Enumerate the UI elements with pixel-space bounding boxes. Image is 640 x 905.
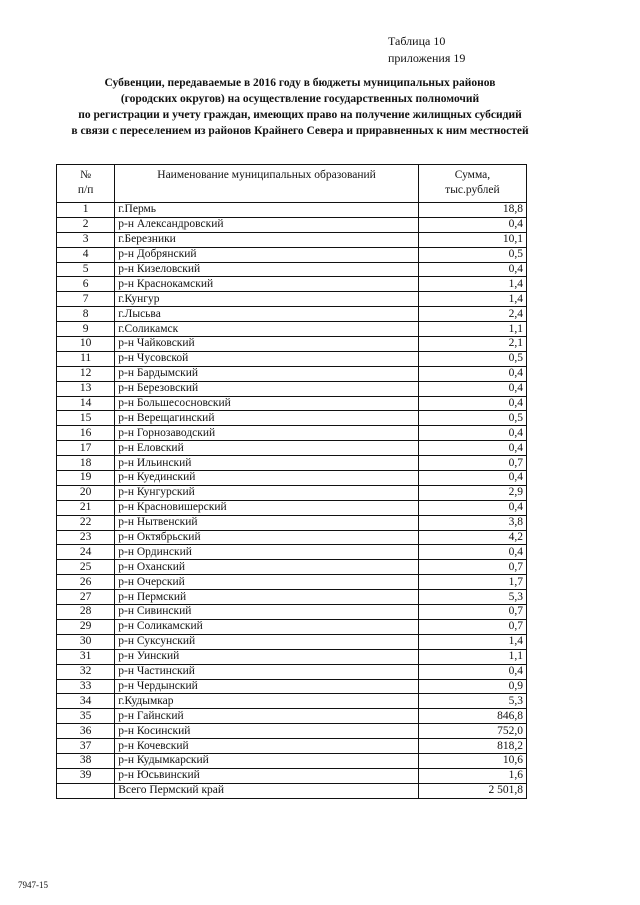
row-number: 35 [57, 709, 115, 724]
row-number: 2 [57, 217, 115, 232]
header-sum: Сумма, тыс.рублей [418, 165, 526, 203]
row-name: р-н Пермский [115, 590, 419, 605]
table-row [57, 426, 527, 441]
table-row [57, 381, 527, 396]
table-row [57, 605, 527, 620]
row-name: г.Березники [115, 232, 419, 247]
row-sum: 10,1 [418, 232, 526, 247]
row-sum: 10,6 [418, 753, 526, 768]
row-number: 37 [57, 739, 115, 754]
table-row [57, 307, 527, 322]
table-row [57, 411, 527, 426]
table-row [57, 753, 527, 768]
header-number: № п/п [57, 165, 115, 203]
table-row [57, 590, 527, 605]
document-title [40, 75, 560, 139]
table-body [57, 203, 527, 784]
row-sum: 0,4 [418, 500, 526, 515]
row-sum: 0,4 [418, 545, 526, 560]
row-sum: 0,5 [418, 351, 526, 366]
row-sum: 1,7 [418, 575, 526, 590]
total-sum: 2 501,8 [418, 783, 526, 798]
row-number: 26 [57, 575, 115, 590]
table-header-row [57, 165, 527, 203]
row-sum: 1,4 [418, 634, 526, 649]
row-sum: 0,5 [418, 411, 526, 426]
row-name: г.Пермь [115, 203, 419, 218]
row-number: 31 [57, 649, 115, 664]
row-number: 23 [57, 530, 115, 545]
row-number: 15 [57, 411, 115, 426]
row-number: 4 [57, 247, 115, 262]
row-number: 8 [57, 307, 115, 322]
row-name: р-н Чердынский [115, 679, 419, 694]
row-sum: 818,2 [418, 739, 526, 754]
row-number: 5 [57, 262, 115, 277]
row-number: 22 [57, 515, 115, 530]
row-sum: 0,4 [418, 664, 526, 679]
row-sum: 846,8 [418, 709, 526, 724]
table-row [57, 619, 527, 634]
row-number: 28 [57, 605, 115, 620]
table-row [57, 649, 527, 664]
row-sum: 1,1 [418, 322, 526, 337]
row-number: 10 [57, 337, 115, 352]
row-name: р-н Березовский [115, 381, 419, 396]
row-sum: 752,0 [418, 724, 526, 739]
row-number: 21 [57, 500, 115, 515]
row-name: р-н Кунгурский [115, 485, 419, 500]
row-number: 9 [57, 322, 115, 337]
row-sum: 0,4 [418, 396, 526, 411]
title-line-1: Субвенции, передаваемые в 2016 году в бюджеты муниципальных районов [104, 77, 496, 89]
row-number: 27 [57, 590, 115, 605]
table-row [57, 500, 527, 515]
table-row [57, 396, 527, 411]
table-row [57, 322, 527, 337]
row-number: 11 [57, 351, 115, 366]
row-name: р-н Уинский [115, 649, 419, 664]
table-row [57, 530, 527, 545]
table-row [57, 337, 527, 352]
row-name: р-н Суксунский [115, 634, 419, 649]
table-row [57, 560, 527, 575]
row-name: р-н Юсьвинский [115, 768, 419, 783]
row-sum: 0,7 [418, 605, 526, 620]
row-sum: 1,4 [418, 277, 526, 292]
table-row [57, 366, 527, 381]
document-code: 7947-15 [18, 880, 48, 890]
row-number: 25 [57, 560, 115, 575]
row-name: р-н Октябрьский [115, 530, 419, 545]
table-row [57, 441, 527, 456]
table-row [57, 679, 527, 694]
row-name: р-н Краснокамский [115, 277, 419, 292]
total-number [57, 783, 115, 798]
row-sum: 18,8 [418, 203, 526, 218]
appendix-reference [388, 33, 465, 67]
row-number: 38 [57, 753, 115, 768]
subsidy-table [56, 164, 527, 799]
row-sum: 0,9 [418, 679, 526, 694]
title-line-4: в связи с переселением из районов Крайнего Севера и приравненных к ним местностей [71, 125, 529, 137]
row-number: 29 [57, 619, 115, 634]
row-number: 30 [57, 634, 115, 649]
row-number: 1 [57, 203, 115, 218]
row-name: р-н Еловский [115, 441, 419, 456]
appendix-table-number: Таблица 10 [388, 34, 446, 48]
row-number: 13 [57, 381, 115, 396]
row-number: 36 [57, 724, 115, 739]
row-number: 32 [57, 664, 115, 679]
row-name: р-н Красновишерский [115, 500, 419, 515]
row-number: 33 [57, 679, 115, 694]
table-row [57, 545, 527, 560]
row-sum: 0,7 [418, 619, 526, 634]
table-row [57, 232, 527, 247]
row-name: р-н Добрянский [115, 247, 419, 262]
row-name: р-н Нытвенский [115, 515, 419, 530]
row-name: р-н Очерский [115, 575, 419, 590]
row-number: 3 [57, 232, 115, 247]
table-row [57, 694, 527, 709]
table-row [57, 262, 527, 277]
table-row [57, 515, 527, 530]
row-sum: 1,4 [418, 292, 526, 307]
row-number: 34 [57, 694, 115, 709]
table-row [57, 739, 527, 754]
row-sum: 0,7 [418, 560, 526, 575]
row-sum: 0,4 [418, 471, 526, 486]
row-name: р-н Александровский [115, 217, 419, 232]
row-sum: 1,1 [418, 649, 526, 664]
appendix-annex-number: приложения 19 [388, 51, 466, 65]
row-name: р-н Горнозаводский [115, 426, 419, 441]
table-row [57, 247, 527, 262]
row-number: 16 [57, 426, 115, 441]
row-sum: 0,4 [418, 217, 526, 232]
row-name: р-н Оханский [115, 560, 419, 575]
row-name: р-н Ильинский [115, 456, 419, 471]
table-row [57, 217, 527, 232]
row-number: 20 [57, 485, 115, 500]
row-name: р-н Кизеловский [115, 262, 419, 277]
table-row [57, 203, 527, 218]
table-row [57, 724, 527, 739]
row-sum: 0,7 [418, 456, 526, 471]
row-number: 39 [57, 768, 115, 783]
table-row [57, 471, 527, 486]
row-sum: 0,4 [418, 426, 526, 441]
row-sum: 1,6 [418, 768, 526, 783]
header-name: Наименование муниципальных образований [115, 165, 419, 203]
row-name: р-н Бардымский [115, 366, 419, 381]
row-name: р-н Чайковский [115, 337, 419, 352]
row-name: р-н Гайнский [115, 709, 419, 724]
row-number: 24 [57, 545, 115, 560]
row-sum: 0,4 [418, 381, 526, 396]
table-row [57, 634, 527, 649]
row-name: р-н Сивинский [115, 605, 419, 620]
row-sum: 0,4 [418, 366, 526, 381]
row-number: 14 [57, 396, 115, 411]
table-row [57, 277, 527, 292]
row-name: р-н Кочевский [115, 739, 419, 754]
row-name: г.Кудымкар [115, 694, 419, 709]
row-number: 17 [57, 441, 115, 456]
title-line-2: (городских округов) на осуществление государственных полномочий [120, 93, 480, 105]
row-sum: 2,1 [418, 337, 526, 352]
row-number: 7 [57, 292, 115, 307]
row-sum: 5,3 [418, 590, 526, 605]
table-row [57, 456, 527, 471]
row-sum: 2,4 [418, 307, 526, 322]
table-row [57, 575, 527, 590]
row-number: 18 [57, 456, 115, 471]
row-name: р-н Кудымкарский [115, 753, 419, 768]
total-label: Всего Пермский край [115, 783, 419, 798]
row-sum: 3,8 [418, 515, 526, 530]
table-row [57, 485, 527, 500]
row-name: р-н Верещагинский [115, 411, 419, 426]
title-line-3: по регистрации и учету граждан, имеющих право на получение жилищных субсидий [78, 109, 522, 121]
row-name: р-н Куединский [115, 471, 419, 486]
table-row [57, 351, 527, 366]
row-sum: 0,5 [418, 247, 526, 262]
row-number: 6 [57, 277, 115, 292]
table-total-row [57, 783, 527, 798]
table-row [57, 709, 527, 724]
table-row [57, 664, 527, 679]
row-sum: 0,4 [418, 441, 526, 456]
row-name: р-н Косинский [115, 724, 419, 739]
table-row [57, 292, 527, 307]
row-name: р-н Частинский [115, 664, 419, 679]
row-number: 12 [57, 366, 115, 381]
row-number: 19 [57, 471, 115, 486]
row-name: р-н Ординский [115, 545, 419, 560]
row-name: р-н Большесосновский [115, 396, 419, 411]
row-name: г.Кунгур [115, 292, 419, 307]
row-name: р-н Чусовской [115, 351, 419, 366]
row-name: г.Лысьва [115, 307, 419, 322]
table-row [57, 768, 527, 783]
row-name: р-н Соликамский [115, 619, 419, 634]
row-name: г.Соликамск [115, 322, 419, 337]
row-sum: 2,9 [418, 485, 526, 500]
row-sum: 5,3 [418, 694, 526, 709]
row-sum: 4,2 [418, 530, 526, 545]
row-sum: 0,4 [418, 262, 526, 277]
